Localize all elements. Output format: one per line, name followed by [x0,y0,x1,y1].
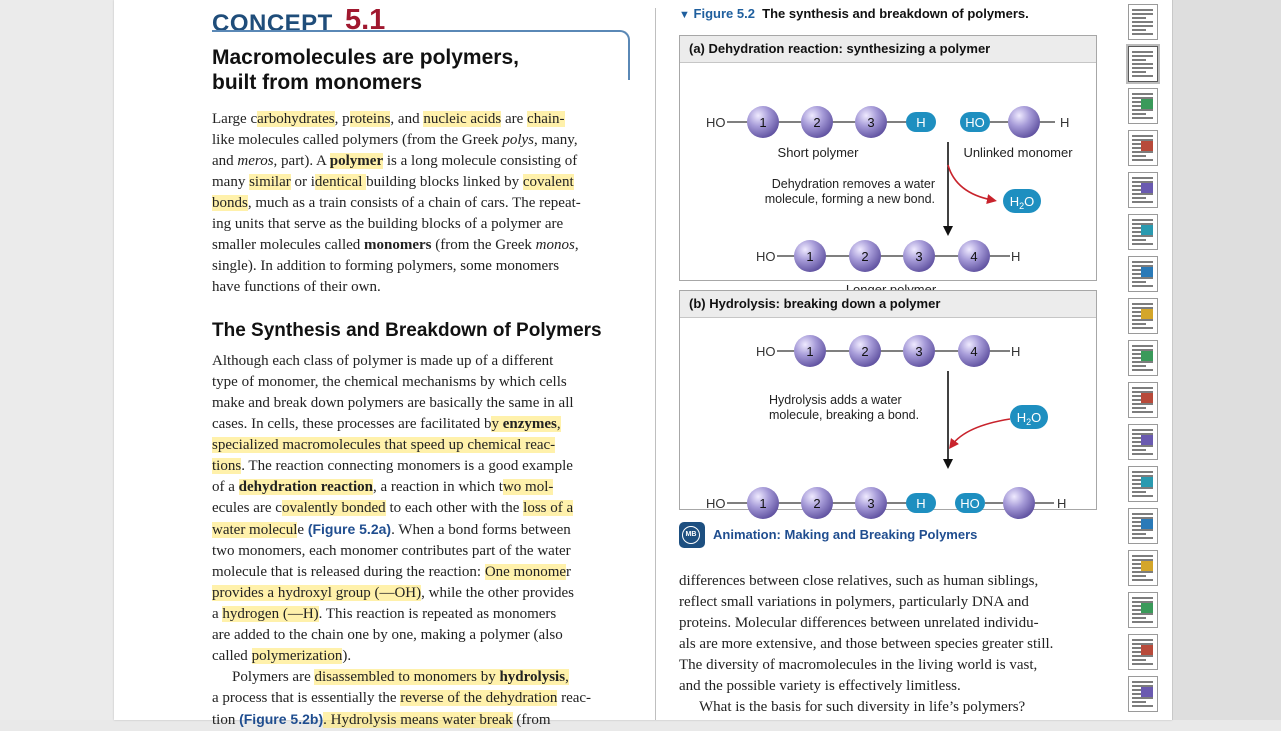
figure-title: The synthesis and breakdown of polymers. [762,6,1029,21]
synthesis-paragraph: Although each class of polymer is made up of a different type of monomer, the chemical mechanisms by which cells make and break down polymers are basically the same in all cases. In cells, these processes are facilitated by enzymes, specialized macromolecules that speed up chemical reac- tions. The reaction connecting monomers is a good example of a dehydration reaction, a reaction in which two mol- ecules are covalently bonded to each other with the loss of a water molecule (Figure 5.2a). When a bond forms between two monomers, each monomer contributes part of the water molecule that is released during the reaction: One monomer provides a hydroxyl group (—OH), while the other provides a hydrogen (—H). This reaction is repeated as monomers are added to the chain one by one, making a polymer (also called polymerization). Polymers are disassembled to monomers by hydrolysis, a process that is essentially the reverse of the dehydration reac- tion (Figure 5.2b). Hydrolysis means water break (from [212,353,592,728]
panel-b-heading: (b) Hydrolysis: breaking down a polymer [680,291,1096,318]
figure-link-5-2b[interactable]: (Figure 5.2b) [239,711,324,727]
page-thumbnail[interactable] [1128,634,1158,670]
page-thumbnail[interactable] [1128,172,1158,208]
page-thumbnail[interactable] [1128,88,1158,124]
intro-paragraph: Large carbohydrates, proteins, and nucleic acids are chain- like molecules called polymers (from the Greek polys, many, and meros, part). A polymer is a long molecule consisting of many similar or identical building blocks linked by covalent bonds, much as a train consists of a chain of cars. The repeat- ing units that serve as the building blocks of a polymer are smaller molecules called monomers (from the Greek monos, single). In addition to forming polymers, some monomers have functions of their own. [212,111,581,295]
svg-text:3: 3 [867,115,875,130]
polymer-before [756,335,1020,367]
dehydration-note-1: Dehydration removes a water [771,177,935,191]
svg-text:H2O: $H_2O$ [1016,410,1042,427]
document-page[interactable] [114,0,1172,728]
diversity-paragraph: differences between close relatives, such as human siblings, reflect small variations in polymers, particularly DNA and proteins. Molecular differences between unrelated individu- als are more extensive, and those between species greater still. The diversity of macromolecules in the living world is vast, and the possible variety is effectively limitless. What is the basis for such diversity in life’s polymers? [679,573,1054,715]
svg-text:H: H [1011,249,1021,264]
unlinked-monomer [960,106,1069,138]
svg-text:4: 4 [970,344,978,359]
term-hydrolysis: hydrolysis [499,669,566,685]
page-thumbnail[interactable] [1128,424,1158,460]
page-thumbnail[interactable] [1128,466,1158,502]
red-arrow [948,165,992,200]
ho-label: HO [706,115,726,130]
term-enzymes: enzymes [502,416,557,432]
monomer-ball [1008,106,1040,138]
short-polymer [706,106,936,138]
short-polymer-label: Short polymer [777,145,859,160]
column-divider [655,8,656,720]
svg-text:H: H [1060,115,1070,130]
figure-link-5-2a[interactable]: (Figure 5.2a) [307,521,392,537]
svg-text:HO: HO [706,496,726,511]
svg-text:H: H [916,115,926,130]
svg-text:HO: HO [756,344,776,359]
monomer-ball [1003,487,1035,519]
svg-text:H: H [916,496,926,511]
svg-text:H: H [1057,496,1067,511]
concept-number: 5.1 [345,4,386,36]
title-line-2: built from monomers [212,71,423,94]
page-thumbnail[interactable] [1128,46,1158,82]
svg-text:HO: HO [965,115,985,130]
page-thumbnail[interactable] [1128,4,1158,40]
hydrolysis-diagram [680,318,1096,509]
svg-text:2: 2 [861,344,869,359]
page-thumbnail[interactable] [1128,130,1158,166]
title-line-1: Macromolecules are polymers, [212,46,519,69]
svg-text:1: 1 [806,344,814,359]
section-heading: The Synthesis and Breakdown of Polymers [212,320,602,341]
term-monomers: monomers [364,237,432,253]
panel-dehydration [679,35,1097,281]
animation-link[interactable]: Animation: Making and Breaking Polymers [713,527,978,542]
figure-number: Figure 5.2 [693,6,755,21]
page-thumbnail[interactable] [1128,592,1158,628]
svg-text:H2O: $H_2O$ [1009,194,1035,211]
svg-text:2: 2 [813,496,821,511]
figure-caption [679,6,1029,21]
red-arrow [952,419,1010,445]
svg-text:1: 1 [759,115,767,130]
page-thumbnail[interactable] [1128,508,1158,544]
svg-text:2: 2 [813,115,821,130]
page-thumbnail[interactable] [1128,382,1158,418]
svg-text:HO: HO [960,496,980,511]
hydrolysis-note-2: molecule, breaking a bond. [769,408,920,422]
concept-label: CONCEPT [212,10,333,37]
svg-text:H: H [1011,344,1021,359]
svg-text:HO: HO [756,249,776,264]
unlinked-monomer-label: Unlinked monomer [963,145,1073,160]
svg-text:3: 3 [915,249,923,264]
page-thumbnail[interactable] [1128,298,1158,334]
svg-text:1: 1 [759,496,767,511]
svg-text:3: 3 [867,496,875,511]
longer-polymer [756,240,1020,272]
svg-text:4: 4 [970,249,978,264]
panel-hydrolysis [679,290,1097,510]
page-thumbnail[interactable] [1128,340,1158,376]
page-thumbnail[interactable] [1128,214,1158,250]
hydrolysis-note-1: Hydrolysis adds a water [769,393,902,407]
svg-text:3: 3 [915,344,923,359]
page-thumbnail[interactable] [1128,256,1158,292]
mastering-biology-icon: MB [679,522,705,548]
caption-marker-icon: ▼ [679,9,690,21]
term-polymer: polymer [329,153,384,169]
page-thumbnail[interactable] [1128,676,1158,712]
concept-title [212,45,612,95]
page-thumbnail-rail[interactable] [1172,0,1281,720]
panel-a-heading: (a) Dehydration reaction: synthesizing a polymer [680,36,1096,63]
svg-text:2: 2 [861,249,869,264]
dehydration-note-2: molecule, forming a new bond. [764,192,935,206]
term-dehydration-reaction: dehydration reaction [238,479,373,495]
dehydration-diagram [680,63,1096,280]
page-thumbnail[interactable] [1128,550,1158,586]
products [706,487,1066,519]
svg-text:1: 1 [806,249,814,264]
left-gutter [0,0,114,720]
